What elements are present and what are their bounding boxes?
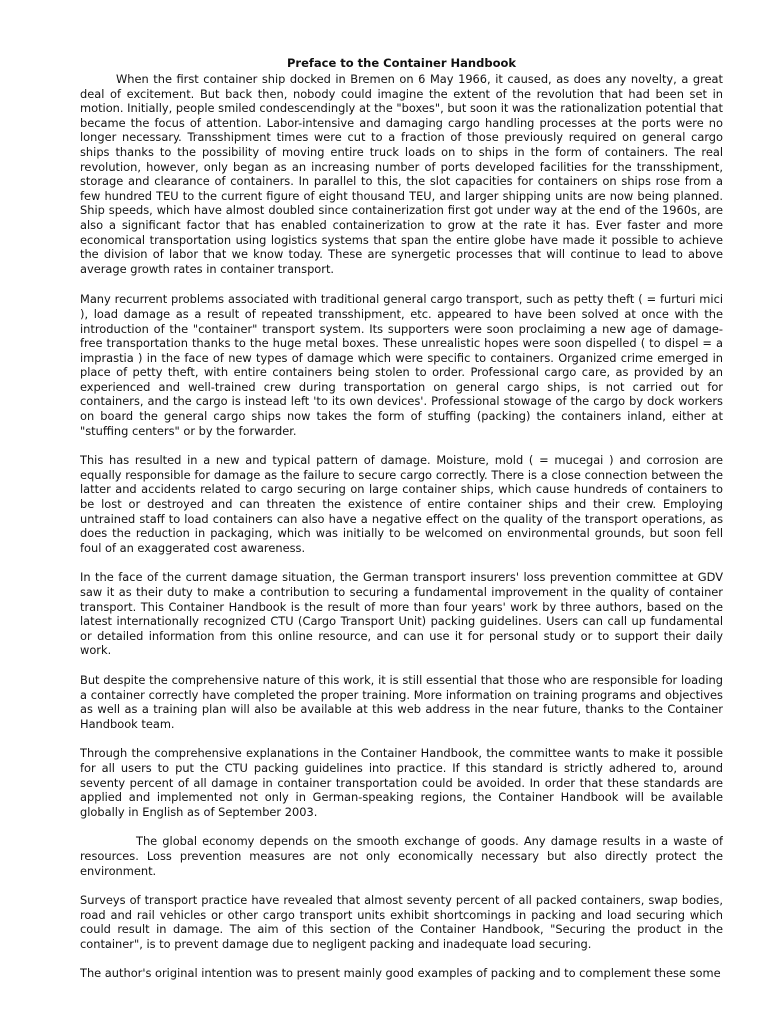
paragraph-history: When the first container ship docked in Bremen on 6 May 1966, it caused, as does any novelty, a great deal of excitement. But back then, nobody could imagine the extent of the revolution that had been set in motion. Initially, people smiled condescendingly at the "boxes", but soon it was the rationalization potential that became the focus of attention. Labor-intensive and damaging cargo handling processes at the ports were no longer necessary. Transshipment times were cut to a fraction of those previously required on general cargo ships thanks to the possibility of moving entire truck loads on to ships in the form of containers. The real revolution, however, only began as an increasing number of ports developed facilities for the transshipment, storage and clearance of containers. In parallel to this, the slot capacities for containers on ships rose from a few hundred TEU to the current figure of eight thousand TEU, and larger shipping units are now being planned. Ship speeds, which have almost doubled since containerization first got under way at the end of the 1960s, are also a significant factor that has enabled containerization to grow at the rate it has. Ever faster and more economical transportation using logistics systems that span the entire globe have made it possible to achieve the division of labor that we know today. These are synergetic processes that will continue to lead to above average growth rates in container transport. — [80, 72, 723, 276]
paragraph-gdv-committee: In the face of the current damage situation, the German transport insurers' loss prevention committee at GDV saw it as their duty to make a contribution to securing a fundamental improvement in the quality of container transport. This Container Handbook is the result of more than four years' work by three authors, based on the latest internationally recognized CTU (Cargo Transport Unit) packing guidelines. Users can call up fundamental or detailed information from this online resource, and can use it for personal study or to support their daily work. — [80, 570, 723, 658]
document-title: Preface to the Container Handbook — [286, 56, 517, 70]
paragraph-training: But despite the comprehensive nature of this work, it is still essential that those who are responsible for loading a container correctly have completed the proper training. More information on training programs and objectives as well as a training plan will also be available at this web address in the near future, thanks to the Container Handbook team. — [80, 672, 723, 731]
paragraph-global-economy: The global economy depends on the smooth exchange of goods. Any damage results in a waste of resources. Loss prevention measures are not only economically necessary but also directly protect the environment. — [80, 834, 723, 878]
paragraph-damage-pattern: This has resulted in a new and typical pattern of damage. Moisture, mold ( = mucegai ) and corrosion are equally responsible for damage as the failure to secure cargo correctly. There is a close connection between the latter and accidents related to cargo securing on large container ships, which cause hundreds of containers to be lost or destroyed and can threaten the existence of entire container ships and their crew. Employing untrained staff to load containers can also have a negative effect on the quality of the transport operations, as does the reduction in packaging, which was initially to be welcomed on environmental grounds, but soon fell foul of an exaggerated cost awareness. — [80, 453, 723, 555]
paragraph-recurrent-problems: Many recurrent problems associated with traditional general cargo transport, such as petty theft ( = furturi mici ), load damage as a result of repeated transshipment, etc. appeared to have been solved at once with the introduction of the "container" transport system. Its supporters were soon proclaiming a new age of damage-free transportation thanks to the huge metal boxes. These unrealistic hopes were soon dispelled ( to dispel = a imprastia ) in the face of new types of damage which were specific to containers. Organized crime emerged in place of petty theft, with entire containers being stolen to order. Professional cargo care, as provided by an experienced and well-trained crew during transportation on general cargo ships, is not carried out for containers, and the cargo is instead left 'to its own devices'. Professional stowage of the cargo by dock workers on board the general cargo ships now takes the form of stuffing (packing) the containers inland, either at "stuffing centers" or by the forwarder. — [80, 292, 723, 438]
document-page — [80, 56, 723, 1024]
paragraph-ctu-guidelines: Through the comprehensive explanations in the Container Handbook, the committee wants to make it possible for all users to put the CTU packing guidelines into practice. If this standard is strictly adhered to, around seventy percent of all damage in container transportation could be avoided. In order that these standards are applied and implemented not only in German-speaking regions, the Container Handbook will be available globally in English as of September 2003. — [80, 746, 723, 819]
paragraph-surveys: Surveys of transport practice have revealed that almost seventy percent of all packed containers, swap bodies, road and rail vehicles or other cargo transport units exhibit shortcomings in packing and load securing which could result in damage. The aim of this section of the Container Handbook, "Securing the product in the container", is to prevent damage due to negligent packing and inadequate load securing. — [80, 893, 723, 951]
paragraph-author-intention: The author's original intention was to present mainly good examples of packing and to complement these some — [80, 966, 721, 981]
